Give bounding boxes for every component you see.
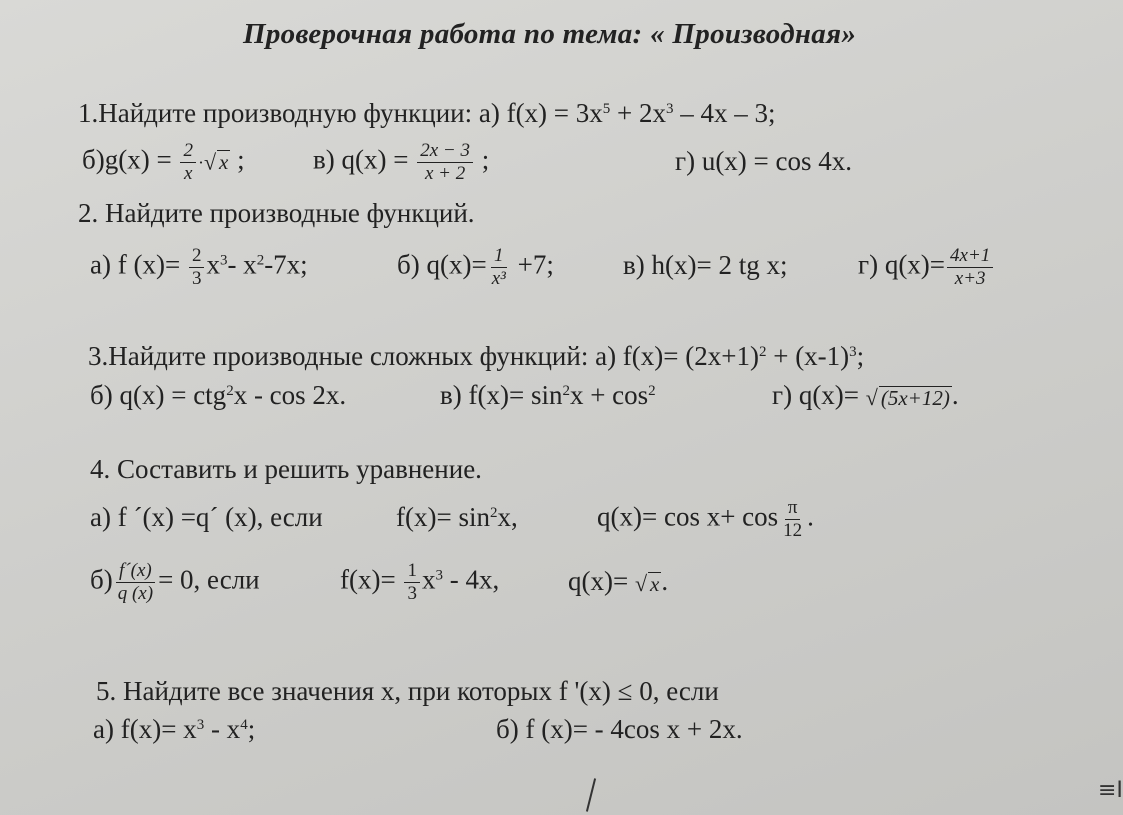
task3-g-end: .	[951, 380, 959, 410]
task4-a-f-text: f(x)= sin	[396, 502, 490, 532]
fraction-numerator: 2x − 3	[417, 140, 473, 163]
task4-a-f-end: x,	[497, 502, 518, 532]
task3-b	[90, 382, 346, 409]
task2-b	[397, 245, 554, 290]
page-title: Проверочная работа по тема: « Производная»	[243, 18, 857, 50]
task4-b-q-radicand: x	[650, 571, 660, 596]
task4-b	[90, 560, 260, 605]
task4-a-q-text: q(x)= cos x+ cos	[597, 501, 779, 532]
task1-b-fraction	[180, 140, 196, 185]
task5-b: б) f (x)= - 4cos x + 2x.	[496, 714, 743, 744]
task4-a-q	[597, 497, 814, 542]
task2-a-fraction	[189, 245, 205, 290]
task4-b-mid: = 0, если	[158, 564, 260, 595]
task2-b-end: +7;	[510, 249, 554, 280]
task1-line2-g: г) u(x) = cos 4x.	[675, 146, 853, 176]
task1-sup1: 5	[602, 101, 611, 117]
task3-sup1: 2	[758, 344, 767, 360]
task3-v-text: в) f(x)= sin	[440, 380, 563, 410]
task2-b-label: б) q(x)=	[397, 249, 487, 280]
task4-b-label: б)	[90, 564, 113, 595]
fraction-numerator: 4x+1	[947, 245, 993, 268]
text-cursor-icon: ≡I	[1098, 778, 1123, 803]
task1-line2-v	[313, 140, 489, 185]
task1-sup2: 3	[666, 101, 674, 117]
task2-a-sup: 3	[219, 252, 228, 269]
pen-mark	[586, 778, 596, 811]
fraction-denominator: q (x)	[117, 582, 154, 604]
task5-a-mid: - x	[204, 714, 241, 744]
task2-g-fraction	[947, 245, 993, 290]
fraction-denominator: x + 2	[424, 162, 466, 184]
task1-b-end: ;	[230, 144, 245, 175]
task4-b-f-x: x	[421, 564, 436, 595]
task4-a-end: .	[807, 501, 814, 532]
task3-heading	[88, 343, 864, 370]
task1-line2-b: б)g(x) = $\frac{2}{x}$ ·√ x ;	[82, 140, 245, 184]
task1-end: – 4x – 3;	[673, 98, 776, 128]
fraction-denominator: x	[183, 162, 193, 184]
task4-b-f-sup: 3	[435, 567, 443, 584]
task1-v-fraction	[417, 140, 473, 185]
task1-b-radicand: x	[219, 150, 229, 175]
fraction-numerator: f´(x)	[116, 560, 155, 583]
task4-a-fraction	[780, 497, 805, 542]
task3-g	[772, 382, 959, 410]
task4-a-f	[396, 504, 518, 531]
task3-head-mid: + (x-1)	[766, 341, 850, 371]
task5-a-text: а) f(x)= x	[93, 714, 197, 744]
sqrt-icon: √	[634, 570, 648, 596]
fraction-numerator: π	[785, 497, 801, 520]
task4-b-f-fraction	[404, 560, 420, 605]
task4-b-f-text: f(x)=	[340, 564, 403, 595]
task5-a-sup2: 4	[240, 717, 248, 733]
fraction-numerator: 1	[491, 245, 507, 268]
task2-a-x: x	[206, 249, 220, 280]
sqrt-icon: √	[203, 149, 217, 175]
task3-v-sup: 2	[562, 383, 570, 399]
task4-a-condition: а) f ´(x) =q´ (x), если	[90, 502, 323, 532]
task5-a	[93, 716, 255, 743]
fraction-numerator: 1	[404, 560, 420, 583]
task2-v: в) h(x)= 2 tg x;	[623, 250, 788, 280]
task3-head-end: ;	[856, 341, 865, 371]
task3-v-sup2: 2	[648, 383, 656, 399]
task3-head-text: 3.Найдите производные сложных функций: а) f(x)= (2x+1)	[88, 341, 759, 371]
fraction-denominator: x³	[491, 267, 506, 289]
task4-b-q	[568, 568, 668, 596]
task1-v-end: ;	[474, 144, 490, 175]
task2-g-label: г) q(x)=	[858, 249, 946, 280]
task1-b-label: б)g(x) =	[82, 144, 179, 175]
task3-g-radicand: (5x+12)	[880, 385, 950, 410]
task2-heading: 2. Найдите производные функций.	[78, 198, 475, 228]
task1-text: 1.Найдите производную функции: а) f(x) = 3x	[78, 98, 603, 128]
fraction-denominator: 3	[407, 582, 417, 604]
task4-b-q-text: q(x)=	[568, 566, 635, 596]
task2-a-label: а) f (x)=	[90, 249, 187, 280]
task3-v-mid: x + cos	[569, 380, 649, 410]
task3-g-label: г) q(x)=	[772, 380, 866, 410]
task4-b-f	[340, 560, 499, 605]
fraction-numerator: 2	[189, 245, 205, 268]
task2-a-sup2: 2	[256, 252, 265, 269]
fraction-denominator: 12	[783, 519, 803, 541]
task2-a-mid: - x	[227, 249, 257, 280]
task5-a-end: ;	[247, 714, 256, 744]
task3-b-sup: 2	[226, 383, 234, 399]
task3-b-end: x - cos 2x.	[233, 380, 347, 410]
task4-a-f-sup: 2	[489, 505, 498, 521]
task4-heading: 4. Составить и решить уравнение.	[90, 454, 482, 484]
task5-heading: 5. Найдите все значения x, при которых f '(x) ≤ 0, если	[96, 676, 719, 706]
task2-b-fraction	[489, 245, 509, 290]
task1-v-label: в) q(x) =	[313, 144, 416, 175]
task3-b-text: б) q(x) = ctg	[90, 380, 227, 410]
task5-a-sup: 3	[196, 717, 205, 733]
task1-mid: + 2x	[610, 98, 667, 128]
fraction-numerator: 2	[180, 140, 196, 163]
task3-v	[440, 382, 656, 409]
task3-sup2: 3	[849, 344, 857, 360]
task4-b-fraction	[115, 560, 156, 605]
task4-b-f-end: - 4x,	[442, 564, 500, 595]
task2-g	[858, 245, 995, 290]
sqrt-icon: √	[865, 384, 878, 410]
task2-a-end: -7x;	[264, 249, 308, 280]
task1-line1	[78, 100, 776, 127]
task2-a	[90, 245, 308, 290]
fraction-denominator: x+3	[954, 267, 986, 289]
fraction-denominator: 3	[191, 267, 202, 289]
task4-b-q-end: .	[661, 566, 669, 596]
